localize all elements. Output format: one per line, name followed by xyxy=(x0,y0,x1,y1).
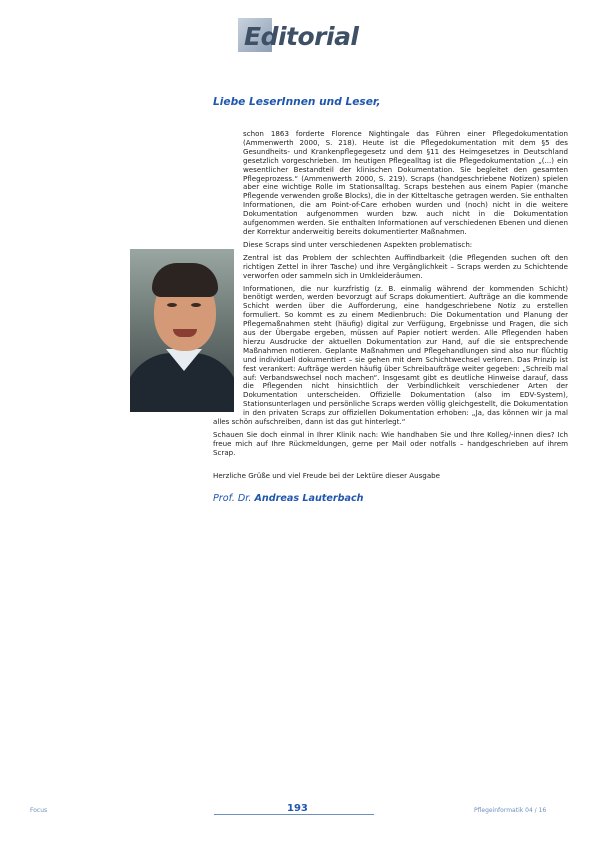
footer-divider xyxy=(214,814,374,815)
paragraph-call-to-action: Schauen Sie doch einmal in Ihrer Klinik nach: Wie handhaben Sie und Ihre Kolleg/-innen dies? Ich freue mich auf Ihre Rückmeldungen, gerne per Mail oder notfalls – handgeschrieben auf ihrem Scrap. xyxy=(213,430,568,457)
signature-name: Andreas Lauterbach xyxy=(254,492,364,504)
editorial-header xyxy=(238,18,368,54)
greeting-heading: Liebe LeserInnen und Leser, xyxy=(213,96,381,108)
footer-section-label: Focus xyxy=(30,807,48,814)
author-photo xyxy=(130,249,234,412)
page-number: 193 xyxy=(287,803,308,814)
signature-title: Prof. Dr. xyxy=(213,492,252,504)
paragraph-intro: schon 1863 forderte Florence Nightingale das Führen einer Pflegedokumentation (Ammenwerth 2000, S. 218). Heute ist die Pflegedokumentation mit dem §5 des Gesundheits- und Krankenpflegegesetz und dem §11 des Heimgesetzes in Deutschland gesetzlich vorgeschrieben. Im heutigen Pflegealltag ist die Pflegedokumentation „(...) ein wesentlicher Bestandteil der klinischen Dokumentation. Sie begleitet den gesamten Pflegeprozess.“ (Ammenwerth 2000, S. 219). Scraps (handgeschriebene Notizen) spielen aber eine wichtige Rolle im Stationsalltag. Scraps bestehen aus einem Papier (manche Pflegende verwenden große Blocks), die in der Kitteltasche getragen werden. Sie enthalten Informationen, die am Point-of-Care erhoben wurden und (noch) nicht in die weitere Dokumentation aufgenommen wurden bzw. auch nicht in die Dokumentation aufgenommen werden. Sie enthalten Informationen auf verschiedenen Ebenen und dienen der Korrektur anderweitig bereits dokumentierter Maßnahmen. xyxy=(243,129,568,236)
paragraph-media-break: Informationen, die nur kurzfristig (z. B. einmalig während der kommenden Schicht) benötigt werden, werden bevorzugt auf Scraps dokumentiert. Aufträge an die kommende Schicht werden über die Aufforderung, eine handgeschriebene Notiz zu erstellen formuliert. So kommt es zu einem Medienbruch: Die Dokumentation und Planung der Pflegemaßnahmen steht (häufig) digital zur Verfügung, Ergebnisse und Fragen, die sich aus der Übergabe ergeben, müssen auf Papier notiert werden. Alle Pflegenden haben hierzu Ausdrucke der aktuellen Dokumentation zur Hand, auf die sie entsprechende Maßnahmen notieren. Geplante Maßnahmen und Pflegehandlungen sind also nur flüchtig und individuell dokumentiert – sie gehen mit dem Schichtwechsel verloren. Das Prinzip ist fest verankert: Aufträge werden häufig über Schreibaufträge weiter gegeben: „Schreib mal auf: Verbandswechsel noch machen“. Insgesamt gibt es deutliche Hinweise darauf, dass die Pflegenden nicht hinsichtlich der Verbindlichkeit verschiedener Arten der Dokumentation unterscheiden. Offizielle Dokumentation (also im EDV-System), Stationsunterlagen und persönliche Scraps werden völlig gleichgestellt, die Dokumentation in den privaten Scraps zur offiziellen Dokumentation erhoben: „Ja, das können wir ja mal alles schön aufschreiben, dann ist das gut hinterlegt.“ xyxy=(213,283,568,427)
signature xyxy=(213,492,568,504)
footer-journal-name: Pflegeinformatik 04 / 16 xyxy=(474,807,547,814)
paragraph-problems: Diese Scraps sind unter verschiedenen Aspekten problematisch: xyxy=(243,239,473,249)
closing-line: Herzliche Grüße und viel Freude bei der Lektüre dieser Ausgabe xyxy=(213,470,441,480)
editorial-body xyxy=(213,130,568,504)
paragraph-findability: Zentral ist das Problem der schlechten Auffindbarkeit (die Pflegenden suchen oft den richtigen Zettel in ihrer Tasche) und ihre Vergänglichkeit – Scraps werden zu Schichtende verworfen oder sammeln sich in Umkleideräumen. xyxy=(243,252,568,280)
section-title: Editorial xyxy=(244,22,359,51)
